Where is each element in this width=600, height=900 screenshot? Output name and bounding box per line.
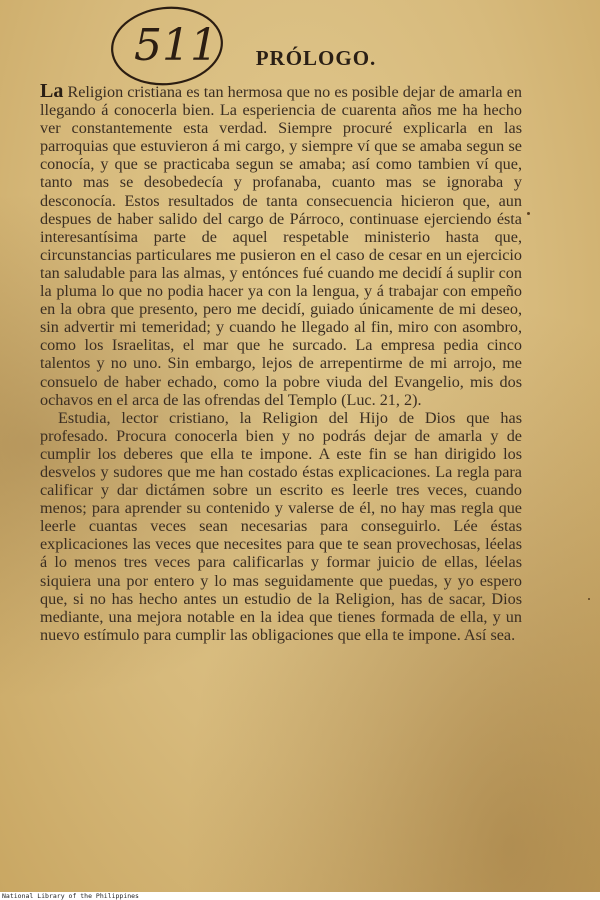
- drop-cap: La: [40, 80, 64, 102]
- handwritten-number-text: 511: [134, 20, 218, 71]
- footer-bar: [0, 892, 600, 900]
- library-credit: National Library of the Philippines: [2, 892, 139, 900]
- prologue-body: [40, 82, 522, 644]
- paragraph-1-text: Religion cristiana es tan hermosa que no es posible dejar de amarla en llegando á conocerla bien. La esperiencia de cuarenta años me ha hecho ver constantemente esta verdad. Siempre procuré explicarla en las parroquias que estuvieron á mi cargo, y siempre ví que se amaba segun se conocía, y que se practicaba segun se amaba; así como tambien ví que, tanto mas se desobedecía y profanaba, cuanto mas se ignoraba y desconocía. Estos resultados de tanta consecuencia hicieron que, aun despues de haber salido del cargo de Párroco, continuase ejerciendo ésta interesantísima parte de aquel respetable ministerio hasta que, circunstancias particulares me pusieron en el caso de cesar en un ejercicio tan saludable para las almas, y entónces fué cuando me decidí á suplir con la pluma lo que no podia hacer ya con la lengua, y á trabajar con empeño en la obra que presento, pero me decidí, guiado únicamente de mi deseo, sin advertir mi temeridad; y cuando he llegado al fin, miro con asombro, como los Israelitas, el mar que he surcado. La empresa pedia cinco talentos y no uno. Sin embargo, lejos de arrepentirme de mi arrojo, me consuelo de haber echado, como la pobre viuda del Evangelio, mis dos ochavos en el arca de las ofrendas del Templo (Luc. 21, 2).: [40, 83, 522, 409]
- paragraph-1: [40, 82, 522, 409]
- paragraph-2: Estudia, lector cristiano, la Religion del Hijo de Dios que has profesado. Procura conocerla bien y no podrás dejar de amarla y de cumplir los deberes que ella te impone. A este fin se han dirigido los desvelos y sudores que me han costado éstas explicaciones. La regla para calificar y dar dictámen sobre un escrito es leerle tres veces, cuando menos; para aprender su contenido y valerse de él, no hay mas regla que leerle cuantas veces sean necesarias para conseguirlo. Lée éstas explicaciones las veces que necesites para que te sean provechosas, léelas á lo menos tres veces para calificarlas y formar juicio de ellas, léelas siquiera una por entero y lo mas seguidamente que puedas, y yo espero que, si no has hecho antes un estudio de la Religion, has de sacar, Dios mediante, una mejora notable en la idea que tienes formada de ella, y un nuevo estímulo para cumplir las obligaciones que ella te impone. Así sea.: [40, 408, 522, 644]
- page-title: PRÓLOGO.: [255, 46, 377, 70]
- paper-speck: [527, 212, 530, 215]
- paper-speck: [588, 598, 590, 600]
